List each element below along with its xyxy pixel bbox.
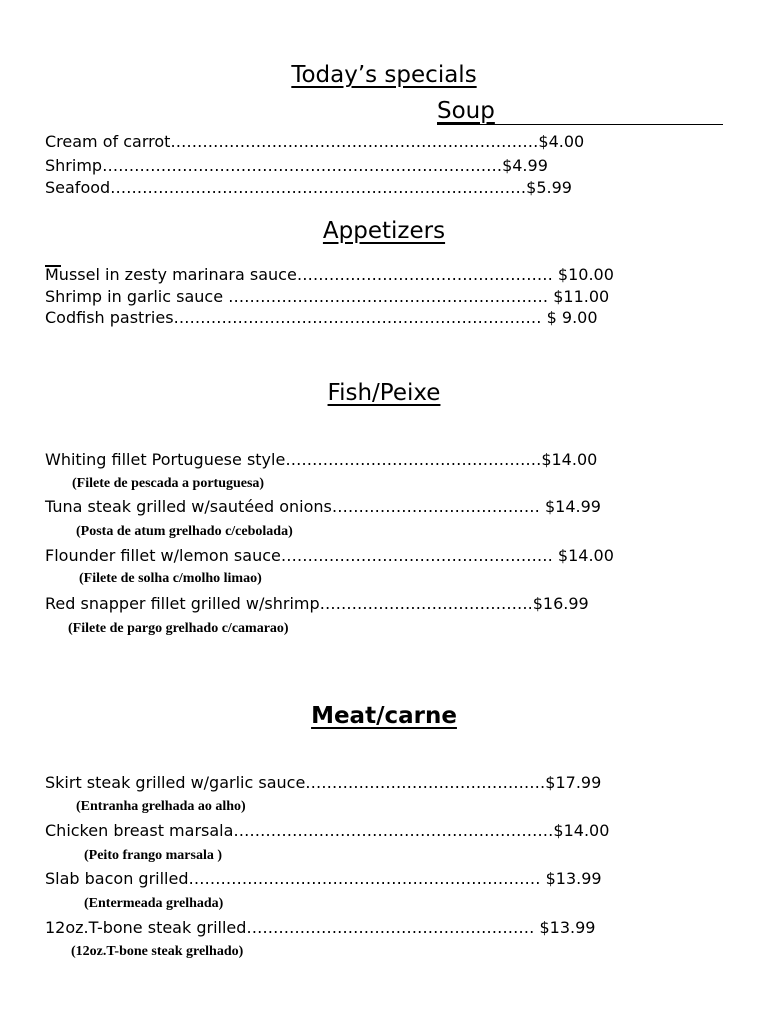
meat-item: 12oz.T-bone steak grilled……………………………………………… $13.99 <box>45 918 596 937</box>
soup-item: Seafood……………………………………………………………………$5.99 <box>45 178 572 197</box>
appetizer-item: Shrimp in garlic sauce …………………………………………………… $11.00 <box>45 287 610 306</box>
meat-item-translation: (Peito frango marsala ) <box>84 848 223 863</box>
fish-item: Whiting fillet Portuguese style…………………………………………$14.00 <box>45 450 598 469</box>
meat-item-translation: (Entranha grelhada ao alho) <box>76 799 246 814</box>
fish-item: Flounder fillet w/lemon sauce…………………………………………… $14.00 <box>45 546 614 565</box>
page-title: Today’s specials <box>291 62 477 88</box>
appetizer-item: Codfish pastries…………………………………………………………… $ 9.00 <box>45 308 598 327</box>
soup-section-heading <box>437 98 723 125</box>
fish-item-translation: (Filete de pargo grelhado c/camarao) <box>68 621 289 636</box>
fish-item-translation: (Filete de solha c/molho limao) <box>79 571 262 586</box>
fish-item: Red snapper fillet grilled w/shrimp………………………………….$16.99 <box>45 594 589 613</box>
appetizer-item: Mussel in zesty marinara sauce………………………………………… $10.00 <box>45 265 614 284</box>
meat-item-translation: (12oz.T-bone steak grelhado) <box>71 944 244 959</box>
soup-item: Shrimp…………………………………………………………………$4.99 <box>45 156 548 175</box>
meat-item: Skirt steak grilled w/garlic sauce………………………………………$17.99 <box>45 773 602 792</box>
meat-item: Chicken breast marsala……………………………………………………$14.00 <box>45 821 610 840</box>
fish-item: Tuna steak grilled w/sautéed onions………………………………… $14.99 <box>45 497 601 516</box>
fish-item-translation: (Filete de pescada a portuguesa) <box>72 476 265 491</box>
appetizers-section-heading: Appetizers <box>322 218 446 244</box>
soup-heading-label: Soup <box>437 98 495 124</box>
meat-item-translation: (Entermeada grelhada) <box>84 896 224 911</box>
meat-section-heading: Meat/carne <box>311 703 457 729</box>
meat-item: Slab bacon grilled………………………………………………………… $13.99 <box>45 869 602 888</box>
soup-item: Cream of carrot……………………………………………………………$4.00 <box>45 132 585 151</box>
fish-section-heading: Fish/Peixe <box>327 380 441 406</box>
fish-item-translation: (Posta de atum grelhado c/cebolada) <box>76 524 293 539</box>
